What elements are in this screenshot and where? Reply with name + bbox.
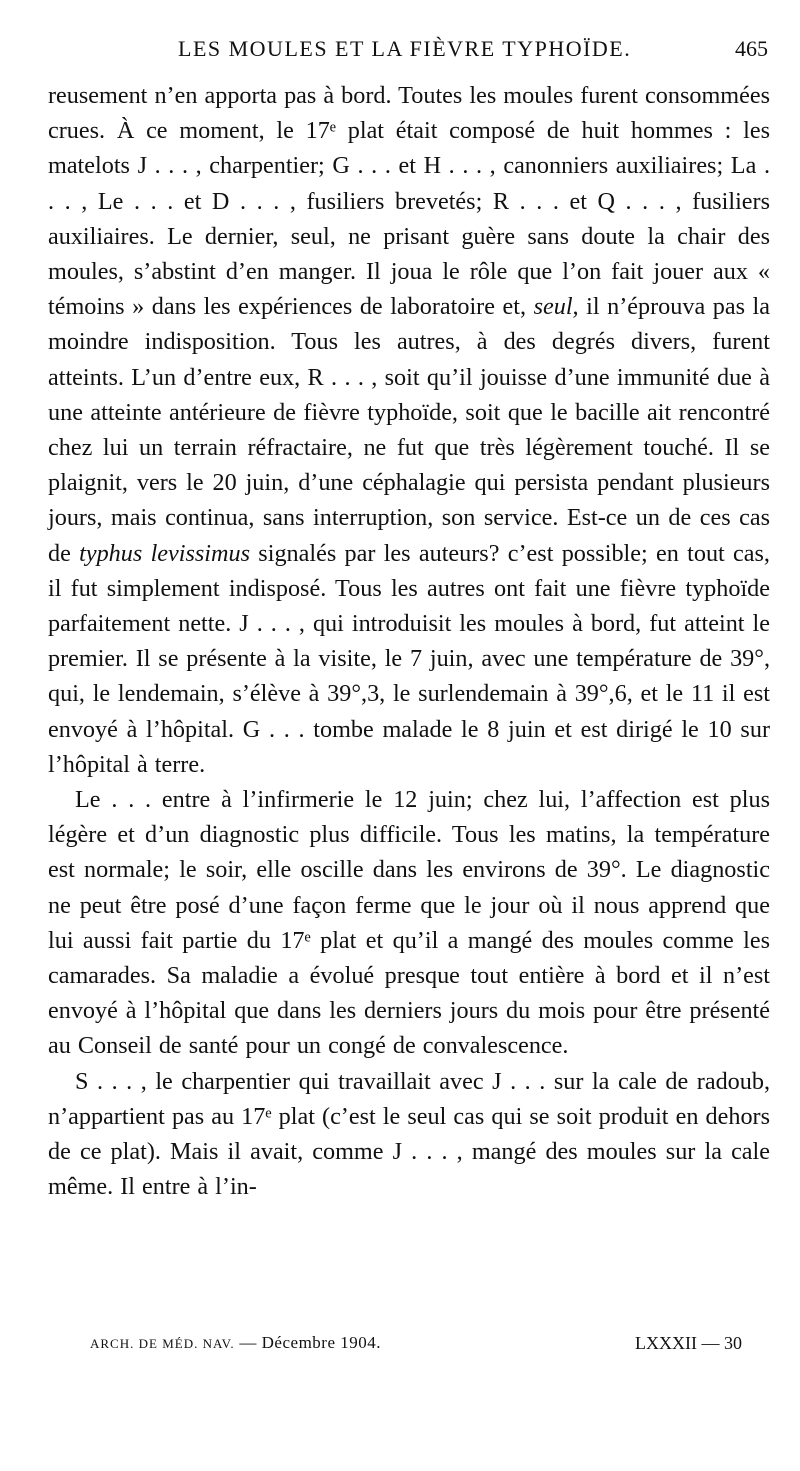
paragraph-1-text-c: signalés par les auteurs? c’est possible; en tout cas, il fut simplement indisposé. Tous les autres ont fait une fièvre typhoïde parfaitement nette. J . . . , qui introduisit les moules à bord, fut atteint le premier. Il se présente à la visite, le 7 juin, avec une température de 39°, qui, le lendemain, s’élève à 39°,3, le surlendemain à 39°,6, et le 11 il est envoyé à l’hôpital. G . . . tombe malade le 8 juin et est dirigé le 10 sur l’hôpital à terre. bbox=[48, 539, 770, 778]
page-footer bbox=[90, 1333, 742, 1361]
paragraph-1-text-b: il n’éprouva pas la moindre indisposition. Tous les autres, à des degrés divers, furent atteints. L’un d’entre eux, R . . . , soit qu’il jouisse d’une immunité due à une atteinte antérieure de fièvre typhoïde, soit que le bacille ait rencontré chez lui un terrain réfractaire, ne fut que très légèrement touché. Il se plaignit, vers le 20 juin, d’une céphalagie qui persista pendant plusieurs jours, mais continua, sans interruption, son service. Est-ce un de ces cas de bbox=[48, 293, 771, 567]
footer-date: Décembre 1904. bbox=[261, 1333, 381, 1352]
footer-journal: ARCH. DE MÉD. NAV. bbox=[90, 1336, 235, 1351]
paragraph-1-italic-seul: seul, bbox=[533, 293, 579, 321]
footer-citation bbox=[90, 1333, 381, 1353]
body-text bbox=[48, 78, 770, 1205]
footer-signature: LXXXII — 30 bbox=[635, 1333, 742, 1353]
paragraph-1-italic-typhus: typhus levissimus bbox=[79, 539, 251, 567]
paragraph-2: Le . . . entre à l’infirmerie le 12 juin; chez lui, l’affection est plus légère et d’un diagnostic plus difficile. Tous les matins, la température est normale; le soir, elle oscille dans les environs de 39°. Le diagnostic ne peut être posé d’une façon ferme que le jour où il nous apprend que lui aussi fait partie du 17ᵉ plat et qu’il a mangé des moules comme les camarades. Sa maladie a évolué presque tout entière à bord et il n’est envoyé à l’hôpital que dans les derniers jours du mois pour être présenté au Conseil de santé pour un congé de convalescence. bbox=[48, 786, 770, 1060]
paragraph-1-text-a: reusement n’en apporta pas à bord. Toutes les moules furent consommées crues. À ce moment, le 17ᵉ plat était composé de huit hommes : les matelots J . . . , charpentier; G . . . et H . . . , canonniers auxiliaires; La . . . , Le . . . et D . . . , fusiliers brevetés; R . . . et Q . . . , fusiliers auxiliaires. Le dernier, seul, ne prisant guère sans doute la chair des moules, s’abstint d’en manger. Il joua le rôle que l’on fait jouer aux « témoins » dans les expériences de laboratoire et, bbox=[48, 82, 770, 321]
page-number: 465 bbox=[735, 36, 768, 61]
paragraph-1 bbox=[48, 78, 770, 782]
running-head bbox=[48, 36, 768, 66]
paragraph-3: S . . . , le charpentier qui travaillait avec J . . . sur la cale de radoub, n’appartient pas au 17ᵉ plat (c’est le seul cas qui se soit produit en dehors de ce plat). Mais il avait, comme J . . . , mangé des moules sur la cale même. Il entre à l’in- bbox=[48, 1067, 770, 1201]
footer-dash: — bbox=[234, 1333, 262, 1352]
running-title: LES MOULES ET LA FIÈVRE TYPHOÏDE. bbox=[178, 36, 632, 61]
